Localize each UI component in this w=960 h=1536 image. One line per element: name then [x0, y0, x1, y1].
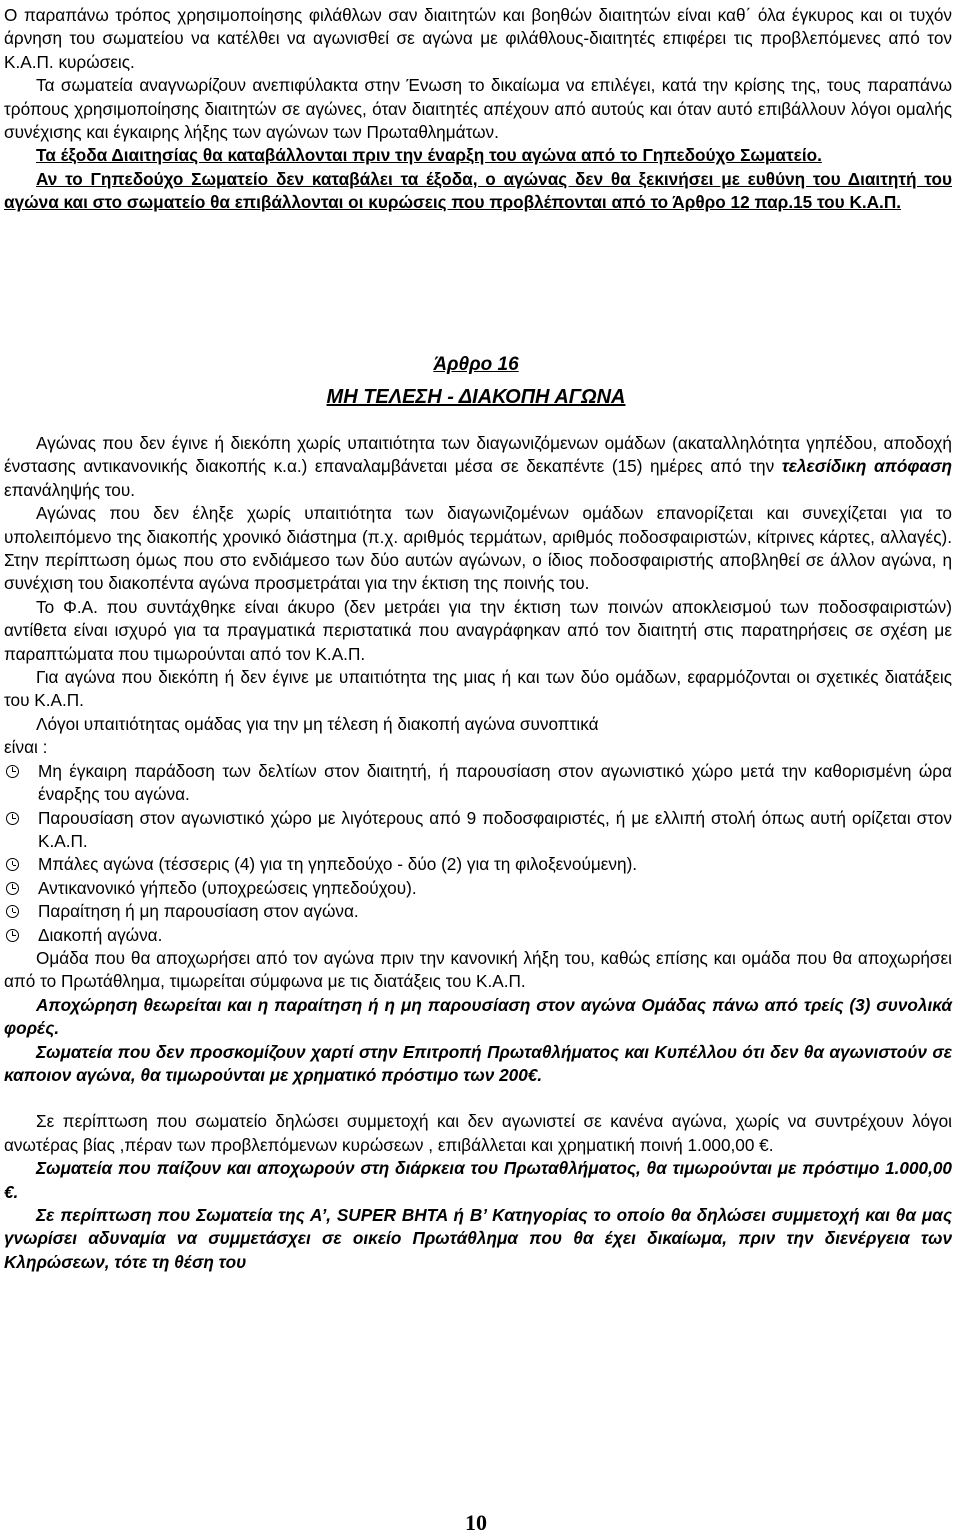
paragraph-reasons-intro: Λόγοι υπαιτιότητας ομάδας για την μη τέλεση ή διακοπή αγώνα συνοπτικά: [36, 713, 599, 734]
list-item-text: Μη έγκαιρη παράδοση των δελτίων στον διαιτητή, ή παρουσίαση στον αγωνιστικό χώρο μετά την καθορισμένη ώρα έναρξης του αγώνα.: [38, 760, 952, 805]
paragraph-union-right: Τα σωματεία αναγνωρίζουν ανεπιφύλακτα στην Ένωση το δικαίωμα να επιλέγει, κατά την κρίσης της, τους παραπάνω τρόπους χρησιμοποίησης διαιτητών σε αγώνες, όταν διαιτητές απέχουν από αυτούς και όταν αυτό επιβάλλουν λόγοι ομαλής συνέχισης και έγκαιρης λήξης των αγώνων των Πρωταθλημάτων.: [4, 75, 952, 143]
clock-icon: [6, 882, 19, 895]
paragraph-fans-as-referees: Ο παραπάνω τρόπος χρησιμοποίησης φιλάθλων σαν διαιτητών και βοηθών διαιτητών είναι καθ΄ όλα έγκυρος και οι τυχόν άρνηση του σωματείου να κατέλθει να αγωνισθεί σε αγώνα με φιλάθλους-διαιτητές επιφέρει τις προβλεπόμενες από τον Κ.Α.Π. κυρώσεις.: [4, 5, 952, 72]
list-item-text: Διακοπή αγώνα.: [38, 924, 163, 945]
paragraph-no-notice-fine: Σωματεία που δεν προσκομίζουν χαρτί στην Επιτροπή Πρωταθλήματος και Κυπέλλου ότι δεν θα αγωνιστούν σε καποιον αγώνα, θα τιμωρούνται με χρηματικό πρόστιμο των 200€.: [4, 1041, 952, 1085]
list-item-text: Παραίτηση ή μη παρουσίαση στον αγώνα.: [38, 901, 359, 922]
list-item: [4, 877, 952, 900]
paragraph-replay-end: επανάληψής του.: [4, 479, 136, 500]
list-item: [4, 853, 952, 876]
clock-icon: [6, 812, 19, 825]
list-item: [4, 900, 952, 923]
list-item: [4, 807, 952, 854]
paragraph-category-teams: Σε περίπτωση που Σωματεία της Α’, SUPER ΒΗΤΑ ή Β’ Κατηγορίας το οποίο θα δηλώσει συμμετοχή και θα μας γνωρίσει αδυναμία να συμμετάσχει σε οικείο Πρωτάθλημα που θα έχει δικαίωμα, πριν την διενέργεια των Κληρώσεων, τότε τη θέση του: [4, 1205, 952, 1272]
article-title: ΜΗ ΤΕΛΕΣΗ - ΔΙΑΚΟΠΗ ΑΓΩΝΑ: [326, 386, 626, 408]
list-item: [4, 760, 952, 807]
clock-icon: [6, 905, 19, 918]
final-decision-text: τελεσίδικη απόφαση: [781, 456, 952, 477]
paragraph-no-show-fine: Σε περίπτωση που σωματείο δηλώσει συμμετοχή και δεν αγωνιστεί σε κανένα αγώνα, χωρίς να συντρέχουν λόγοι ανωτέρας βίας ,πέραν των προβλεπόμενων κυρώσεων , επιβάλλεται και χρηματική ποινή 1.000,00 €.: [4, 1111, 952, 1155]
paragraph-withdrawal: Ομάδα που θα αποχωρήσει από τον αγώνα πριν την κανονική λήξη του, καθώς επίσης και ομάδα που θα αποχωρήσει από το Πρωτάθλημα, τιμωρείται σύμφωνα με τις διατάξεις του Κ.Α.Π.: [4, 947, 952, 992]
clock-icon: [6, 929, 19, 942]
blank-line: [4, 1087, 952, 1110]
paragraph-reasons-intro-end: είναι :: [4, 737, 48, 758]
paragraph-match-report: Το Φ.Α. που συντάχθηκε είναι άκυρο (δεν μετράει για την έκτιση των ποινών αποκλεισμού των ποδοσφαιριστών) αντίθετα είναι ισχυρό για τα πραγματικά περιστατικά που αναγράφηκαν από τον διαιτητή στις παρατηρήσεις σε σχέση με παραπτώματα που τιμωρούνται από τον Κ.Α.Π.: [4, 596, 952, 664]
clock-icon: [6, 858, 19, 871]
paragraph-team-fault: Για αγώνα που διεκόπη ή δεν έγινε με υπαιτιότητα της μιας ή και των δύο ομάδων, εφαρμόζονται οι σχετικές διατάξεις του Κ.Α.Π.: [4, 667, 952, 711]
article-body: [4, 432, 952, 1274]
paragraph-referee-costs: Τα έξοδα Διαιτησίας θα καταβάλλονται πριν την έναρξη του αγώνα από το Γηπεδούχο Σωματείο.: [36, 145, 822, 166]
paragraph-unpaid-costs: Αν το Γηπεδούχο Σωματείο δεν καταβάλει τα έξοδα, ο αγώνας δεν θα ξεκινήσει με ευθύνη του Διαιτητή του αγώνα και στο σωματείο θα επιβάλλονται οι κυρώσεις που προβλέπονται από το Άρθρο 12 παρ.15 του Κ.Α.Π.: [4, 168, 952, 213]
clock-icon: [6, 765, 19, 778]
article-number: Άρθρο 16: [433, 354, 519, 375]
list-item-text: Μπάλες αγώνα (τέσσερις (4) για τη γηπεδούχο - δύο (2) για τη φιλοξενούμενη).: [38, 854, 638, 875]
reasons-list: [4, 760, 952, 947]
paragraph-continuation: Αγώνας που δεν έληξε χωρίς υπαιτιότητα των διαγωνιζομένων ομάδων επανορίζεται και συνεχίζεται για το υπολειπόμενο της διακοπής χρονικό διάστημα (π.χ. αριθμός τερμάτων, αριθμός ποδοσφαιριστών, κίτρινες κάρτες, αλλαγές). Στην περίπτωση όμως που στο ενδιάμεσο των δύο αυτών αγώνων, ο ίδιος ποδοσφαιριστής αποβληθεί σε άλλον αγώνα, η συνέχιση του διακοπέντα αγώνα προσμετράται για την έκτιση της ποινής του.: [4, 503, 952, 594]
paragraph-replay: [4, 432, 952, 502]
paragraph-mid-season-withdrawal: Σωματεία που παίζουν και αποχωρούν στη διάρκεια του Πρωταθλήματος, θα τιμωρούνται με πρόστιμο 1.000,00 €.: [4, 1158, 952, 1202]
top-section: [4, 4, 952, 215]
list-item-text: Αντικανονικό γήπεδο (υποχρεώσεις γηπεδούχου).: [38, 877, 417, 898]
page-number: 10: [465, 1510, 487, 1535]
list-item: [4, 924, 952, 947]
paragraph-replay-text: Αγώνας που δεν έγινε ή διεκόπη χωρίς υπαιτιότητα των διαγωνιζόμενων ομάδων (ακαταλληλότητα γηπέδου, αποδοχή ένστασης αντικανονικής διακοπής κ.α.) επαναλαμβάνεται μέσα σε δεκαπέντε (15) ημέρες από την: [4, 433, 952, 477]
list-item-text: Παρουσίαση στον αγωνιστικό χώρο με λιγότερους από 9 ποδοσφαιριστές, ή με ελλιπή στολή όπως αυτή ορίζεται στον Κ.Α.Π.: [38, 807, 952, 851]
paragraph-withdrawal-definition: Αποχώρηση θεωρείται και η παραίτηση ή η μη παρουσίαση στον αγώνα Ομάδας πάνω από τρείς (3) συνολικά φορές.: [4, 994, 952, 1039]
